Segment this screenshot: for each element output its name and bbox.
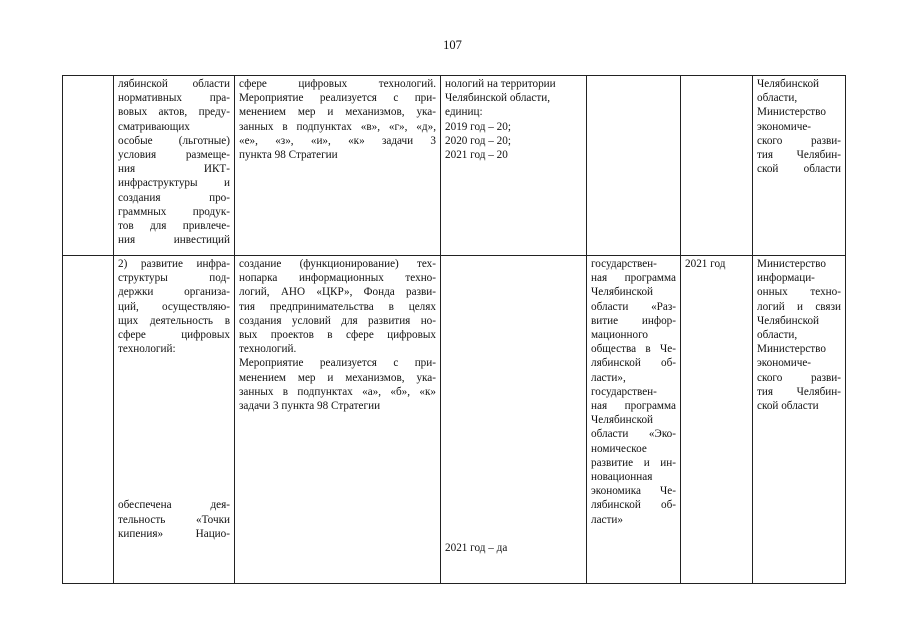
text-line: ского разви- <box>757 371 841 384</box>
text-line: тия предпринимательства в целях <box>239 300 436 313</box>
text-line: ской области <box>757 163 841 176</box>
text-line: «е», «з», «и», «к» задачи 3 <box>239 134 436 147</box>
text-line: государствен- <box>591 258 657 270</box>
text-line: тия Челябин- <box>757 149 841 162</box>
table-row <box>63 256 846 584</box>
text-line: лябинской области <box>118 78 230 90</box>
text-line: 2) развитие инфра- <box>118 258 230 270</box>
text-line: лябинской об- <box>591 357 676 370</box>
text-line: области «Эко- <box>591 428 676 441</box>
text-line: 2020 год – 20; <box>445 134 511 147</box>
text-line: условия размеще- <box>118 149 230 162</box>
text-line: Челябинской <box>757 314 820 327</box>
text-line: номическое <box>591 442 647 455</box>
text-line: лябинской об- <box>591 499 676 512</box>
text-line: менением мер и механизмов, ука- <box>239 106 436 119</box>
measure-cell <box>114 256 235 584</box>
text-line: 2021 год <box>685 258 726 270</box>
text-line: Челябинской <box>757 78 820 90</box>
text-line: ная программа <box>591 272 676 285</box>
text-line: занных в подпунктах «а», «б», «к» <box>239 385 436 398</box>
text-line: общества в Че- <box>591 343 676 356</box>
text-line: технологий: <box>118 343 176 356</box>
text-line: ций, осуществляю- <box>118 300 230 313</box>
text-line: Челябинской области, <box>445 92 551 105</box>
row-number-cell <box>63 76 114 256</box>
text-line: новационная <box>591 471 653 484</box>
plan-table <box>62 75 846 584</box>
text-line: витие инфор- <box>591 314 676 327</box>
text-line: нормативных пра- <box>118 92 230 105</box>
text-line: нологий на территории <box>445 78 556 90</box>
measure-cell <box>114 76 235 256</box>
text-line: 2021 год – 20 <box>445 149 508 162</box>
text-line: сфере цифровых <box>118 329 230 342</box>
text-line: онных техно- <box>757 286 841 299</box>
text-line: сфере цифровых технологий. <box>239 78 436 90</box>
text-line: экономиче- <box>757 357 812 370</box>
page-number: 107 <box>443 38 462 52</box>
text-line: ная программа <box>591 400 676 413</box>
text-line: структуры под- <box>118 272 230 285</box>
text-line: 2021 год – да <box>445 542 508 554</box>
text-line: развитие и ин- <box>591 456 676 469</box>
text-line: экономиче- <box>757 120 812 133</box>
text-line: щих деятельность в <box>118 314 230 327</box>
text-line: ласти», <box>591 371 626 384</box>
text-line: пункта 98 Стратегии <box>239 149 338 162</box>
text-line: задачи 3 пункта 98 Стратегии <box>239 400 381 413</box>
text-line: создание (функционирование) тех- <box>239 258 436 270</box>
text-line: Мероприятие реализуется с при- <box>239 92 436 105</box>
text-line: единиц: <box>445 106 483 119</box>
text-line: инфраструктуры и <box>118 177 230 190</box>
program-cell <box>587 256 681 584</box>
responsible-cell <box>753 76 846 256</box>
text-line: держки организа- <box>118 286 230 299</box>
indicator-cell <box>441 76 587 256</box>
text-line: ского разви- <box>757 134 841 147</box>
text-line: нопарка информационных техно- <box>239 272 436 285</box>
text-line: Челябинской <box>591 286 654 299</box>
text-line: кипения» Нацио- <box>118 527 230 540</box>
indicator-value <box>445 541 582 555</box>
text-line: ласти» <box>591 513 623 526</box>
text-line: информаци- <box>757 272 815 285</box>
text-line: тия Челябин- <box>757 385 841 398</box>
text-line: мационного <box>591 329 649 342</box>
text-line: ской области <box>757 400 819 413</box>
text-line: логий, АНО «ЦКР», Фонда разви- <box>239 286 436 299</box>
description-cell <box>235 256 441 584</box>
text-line: вых проектов в сфере цифровых <box>239 329 436 342</box>
text-line: Министерство <box>757 106 826 119</box>
text-line: области, <box>757 329 798 342</box>
row-number-cell <box>63 256 114 584</box>
text-line: 2019 год – 20; <box>445 120 511 133</box>
measure-bottom <box>118 498 230 541</box>
deadline-cell <box>681 76 753 256</box>
text-line: логий и связи <box>757 300 841 313</box>
text-line: ния инвестиций <box>118 234 230 247</box>
indicator-cell <box>441 256 587 584</box>
text-line: вовых актов, преду- <box>118 106 230 119</box>
text-line: области, <box>757 92 798 105</box>
text-line: тельность «Точки <box>118 513 230 526</box>
text-line: Министерство <box>757 343 826 356</box>
text-line: создания про- <box>118 191 230 204</box>
responsible-cell <box>753 256 846 584</box>
text-line: менением мер и механизмов, ука- <box>239 371 436 384</box>
text-line: занных в подпунктах «в», «г», «д», <box>239 120 436 133</box>
text-line: государствен- <box>591 385 657 398</box>
description-cell <box>235 76 441 256</box>
program-cell <box>587 76 681 256</box>
text-line: граммных продук- <box>118 205 230 218</box>
text-line: Мероприятие реализуется с при- <box>239 357 436 370</box>
text-line: особые (льготные) <box>118 134 230 147</box>
text-line: создания условий для развития но- <box>239 314 436 327</box>
text-line: Министерство <box>757 258 826 270</box>
text-line: области «Раз- <box>591 300 676 313</box>
text-line: Челябинской <box>591 414 654 427</box>
table-row <box>63 76 846 256</box>
text-line: обеспечена дея- <box>118 499 230 512</box>
text-line: сматривающих <box>118 120 190 133</box>
text-line: ния ИКТ- <box>118 163 230 176</box>
text-line: технологий. <box>239 343 297 356</box>
deadline-cell <box>681 256 753 584</box>
text-line: экономика Че- <box>591 485 676 498</box>
text-line: тов для привлече- <box>118 220 230 233</box>
measure-top <box>118 257 230 356</box>
